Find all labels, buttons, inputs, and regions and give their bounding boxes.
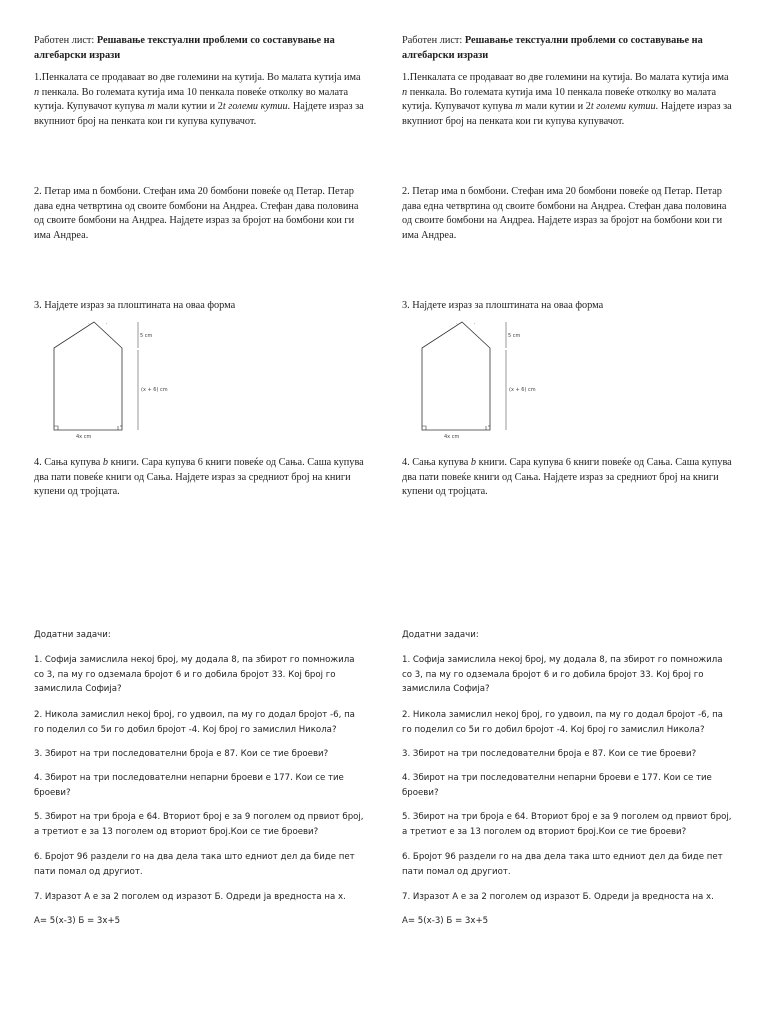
problem-4: 4. Сања купува b книги. Сара купува 6 книги повеќе од Сања. Саша купува два пати повеќе книги од Сања. Најдете израз за средниот број на книги купени од тројцата. <box>402 457 732 497</box>
extra-item-1: 1. Софија замислила некој број, му додала 8, па збирот го помножила со 3, па му го одземала бројот 6 и го добила бројот 33. Кој број го замислила Софија? <box>402 655 723 694</box>
title-bold: Решавање текстуални проблеми со составување на алгебарски изрази <box>34 35 335 61</box>
figure-label-bottom: 4x cm <box>76 434 92 440</box>
extra-item-6: 6. Бројот 96 раздели го на два дела така што едниот дел да биде пет пати помал од другиот. <box>402 852 723 877</box>
figure-label-side: (x + 6) cm <box>509 387 536 393</box>
problem-2: 2. Петар има n бомбони. Стефан има 20 бомбони повеќе од Петар. Петар дава една четвртина од своите бомбони на Андреа. Стефан дава половина од своите бомбони на Андреа. Најдете израз за бројот на бомбони кои ги има Андреа. <box>402 186 727 241</box>
worksheet-copy-left <box>34 0 374 1024</box>
extra-item-3: 3. Збирот на три последователни броја е 87. Кои се тие броеви? <box>34 749 329 759</box>
svg-text:.: . <box>88 320 90 326</box>
extra-heading: Додатни задачи: <box>34 630 111 640</box>
extra-formula: А= 5(x-3) Б = 3x+5 <box>402 916 489 926</box>
extra-item-5: 5. Збирот на три броја е 64. Вториот број е за 9 поголем од првиот број, а третиот е за 13 поголем од вториот број.Кои се тие броеви? <box>402 812 732 837</box>
extra-formula: А= 5(x-3) Б = 3x+5 <box>34 916 121 926</box>
worksheet-title <box>34 34 366 63</box>
house-shape-figure <box>50 318 200 444</box>
extra-item-2: 2. Никола замислил некој број, го удвоил, па му го додал бројот -6, па го поделил со 5и го добил бројот -4. Кој број го замислил Никола? <box>402 710 723 735</box>
extra-item-4: 4. Збирот на три последователни непарни броеви е 177. Кои се тие броеви? <box>402 773 712 798</box>
problem-1: 1.Пенкалата се продаваат во две големини на кутија. Во малата кутија има n пенкала. Во големата кутија има 10 пенкала повеќе отколку во малата кутија. Купувачот купува m мали кутии и 2t големи кутии. Најдете израз за вкупниот број на пенката кои ги купува купувачот. <box>34 72 364 127</box>
extra-item-7: 7. Изразот А е за 2 поголем од изразот Б. Одреди ја вредноста на x. <box>402 892 714 902</box>
svg-text:.: . <box>106 320 108 326</box>
extra-item-7: 7. Изразот А е за 2 поголем од изразот Б. Одреди ја вредноста на x. <box>34 892 346 902</box>
extra-item-6: 6. Бројот 96 раздели го на два дела така што едниот дел да биде пет пати помал од другиот. <box>34 852 355 877</box>
problem-2: 2. Петар има n бомбони. Стефан има 20 бомбони повеќе од Петар. Петар дава една четвртина од своите бомбони на Андреа. Стефан дава половина од своите бомбони на Андреа. Најдете израз за бројот на бомбони кои ги има Андреа. <box>34 186 359 241</box>
house-shape-figure <box>418 318 568 444</box>
title-bold: Решавање текстуални проблеми со составување на алгебарски изрази <box>402 35 703 61</box>
title-prefix: Работен лист: <box>402 35 465 46</box>
problem-1: 1.Пенкалата се продаваат во две големини на кутија. Во малата кутија има n пенкала. Во големата кутија има 10 пенкала повеќе отколку во малата кутија. Купувачот купува m мали кутии и 2t големи кутии. Најдете израз за вкупниот број на пенката кои ги купува купувачот. <box>402 72 732 127</box>
extra-item-2: 2. Никола замислил некој број, го удвоил, па му го додал бројот -6, па го поделил со 5и го добил бројот -4. Кој број го замислил Никола? <box>34 710 355 735</box>
extra-item-5: 5. Збирот на три броја е 64. Вториот број е за 9 поголем од првиот број, а третиот е за 13 поголем од вториот број.Кои се тие броеви? <box>34 812 364 837</box>
figure-label-side: (x + 6) cm <box>141 387 168 393</box>
title-prefix: Работен лист: <box>34 35 97 46</box>
svg-text:.: . <box>456 320 458 326</box>
figure-label-top: 5 cm <box>508 333 521 339</box>
worksheet-title <box>402 34 734 63</box>
extra-item-3: 3. Збирот на три последователни броја е 87. Кои се тие броеви? <box>402 749 697 759</box>
extra-heading: Додатни задачи: <box>402 630 479 640</box>
problem-3: 3. Најдете израз за плоштината на оваа форма <box>34 300 236 311</box>
extra-item-4: 4. Збирот на три последователни непарни броеви е 177. Кои се тие броеви? <box>34 773 344 798</box>
svg-text:.: . <box>474 320 476 326</box>
figure-label-top: 5 cm <box>140 333 153 339</box>
figure-label-bottom: 4x cm <box>444 434 460 440</box>
extra-item-1: 1. Софија замислила некој број, му додала 8, па збирот го помножила со 3, па му го одземала бројот 6 и го добила бројот 33. Кој број го замислила Софија? <box>34 655 355 694</box>
problem-3: 3. Најдете израз за плоштината на оваа форма <box>402 300 604 311</box>
problem-4: 4. Сања купува b книги. Сара купува 6 книги повеќе од Сања. Саша купува два пати повеќе книги од Сања. Најдете израз за средниот број на книги купени од тројцата. <box>34 457 364 497</box>
worksheet-copy-right <box>402 0 742 1024</box>
